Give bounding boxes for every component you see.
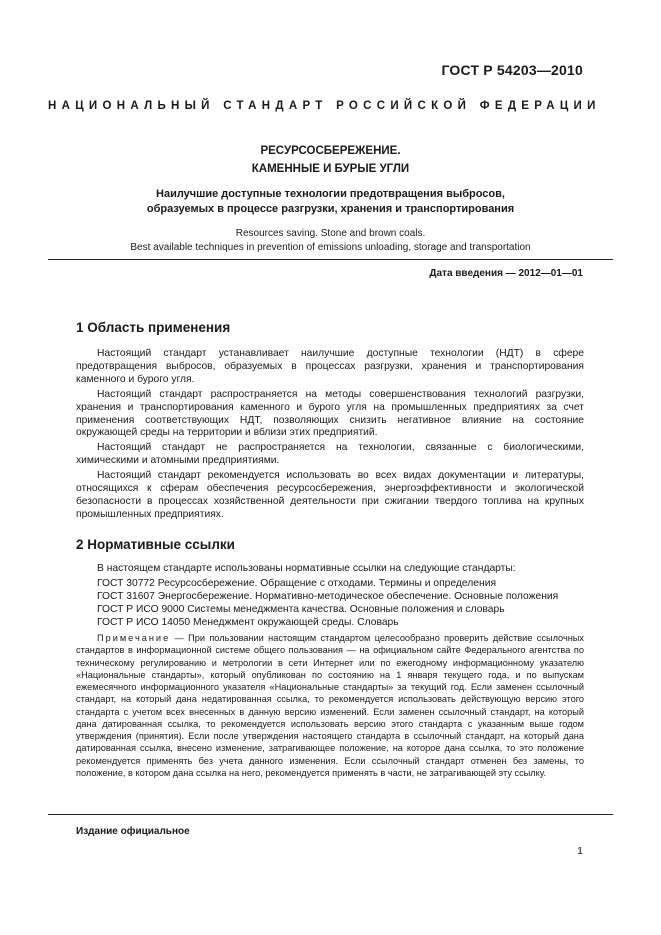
section2-note [76, 632, 584, 779]
subtitle-en-line2: Best available techniques in prevention of emissions unloading, storage and transportation [130, 242, 531, 253]
note-text: — При пользовании настоящим стандартом целесообразно проверить действие ссылочных стандартов в информационной системе общего пользования — на официальном сайте Федерального агентства по техническому регулированию и метрологии в сети Интернет или по ежегодному информационному указателю «Национальные стандарты», который опубликован по состоянию на 1 января текущего года, и по выпускам ежемесячного информационного указателя «Национальные стандарты» за текущий год. Если заменен ссылочный стандарт, на который дана недатированная ссылка, то рекомендуется использовать действующую версию этого стандарта с учетом всех внесенных в данную версию изменений. Если заменен ссылочный стандарт, на который дана датированная ссылка, то рекомендуется использовать версию этого стандарта с указанным выше годом утверждения (принятия). Если после утверждения настоящего стандарта в ссылочный стандарт, на который дана датированная ссылка, внесено изменение, затрагивающее положение, на которое дана ссылка, то это положение рекомендуется применять без учета данного изменения. Если ссылочный стандарт отменен без замены, то положение, в котором дана ссылка на него, рекомендуется применять в части, не затрагивающей эту ссылку. [76, 633, 584, 778]
page-number: 1 [577, 845, 583, 857]
title-block [48, 142, 613, 255]
main-title-line2: КАМЕННЫЕ И БУРЫЕ УГЛИ [251, 163, 410, 175]
section1-paragraph: Настоящий стандарт не распространяется на технологии, связанные с биологическими, химическими и атомными предприятиями. [76, 442, 584, 467]
section1-heading: 1 Область применения [76, 320, 231, 335]
section2-body [76, 563, 584, 630]
main-title-line1: РЕСУРСОСБЕРЕЖЕНИЕ. [260, 145, 401, 157]
introduction-date: Дата введения — 2012—01—01 [429, 268, 583, 279]
national-standard-title: НАЦИОНАЛЬНЫЙ СТАНДАРТ РОССИЙСКОЙ ФЕДЕРАЦИИ [48, 100, 601, 112]
references-lead: В настоящем стандарте использованы нормативные ссылки на следующие стандарты: [97, 563, 516, 574]
section1-paragraph: Настоящий стандарт рекомендуется использовать во всех видах документации и литературы, относящихся к сферам обеспечения ресурсосбережения, энергоэффективности и экологической безопасности в процессах хозяйственной деятельности при сжигании твердого топлива на крупных промышленных предприятиях. [76, 470, 584, 520]
reference-item: ГОСТ Р ИСО 14050 Менеджмент окружающей среды. Словарь [97, 616, 399, 628]
note-label: Примечание [97, 633, 171, 643]
footer-divider [48, 814, 613, 815]
edition-label: Издание официальное [76, 826, 190, 837]
section1-paragraph: Настоящий стандарт устанавливает наилучшие доступные технологии (НДТ) в сфере предотвращения выбросов, образуемых в процессах разгрузки, хранения и транспортирования каменного и бурого угля. [76, 348, 584, 385]
subtitle-ru-line2: образуемых в процессе разгрузки, хранения и транспортирования [146, 203, 515, 215]
subtitle-ru [48, 187, 613, 217]
subtitle-en-line1: Resources saving. Stone and brown coals. [235, 228, 426, 239]
section1-body [76, 348, 584, 524]
section2-heading: 2 Нормативные ссылки [76, 537, 235, 552]
reference-item: ГОСТ 31607 Энергосбережение. Нормативно-методическое обеспечение. Основные положения [97, 590, 559, 602]
reference-item: ГОСТ Р ИСО 9000 Системы менеджмента качества. Основные положения и словарь [97, 603, 505, 615]
subtitle-en [48, 227, 613, 255]
reference-item: ГОСТ 30772 Ресурсосбережение. Обращение с отходами. Термины и определения [97, 577, 497, 589]
subtitle-ru-line1: Наилучшие доступные технологии предотвращения выбросов, [156, 188, 505, 200]
section1-paragraph: Настоящий стандарт распространяется на методы совершенствования технологий разгрузки, хранения и транспортирования каменного и бурого угля на промышленных предприятиях за счет применения соответствующих НДТ, позволяющих снизить негативное влияние на состояние окружающей среды на территории и вблизи этих предприятий. [76, 388, 584, 439]
document-number: ГОСТ Р 54203—2010 [441, 62, 583, 78]
title-divider [48, 259, 613, 260]
